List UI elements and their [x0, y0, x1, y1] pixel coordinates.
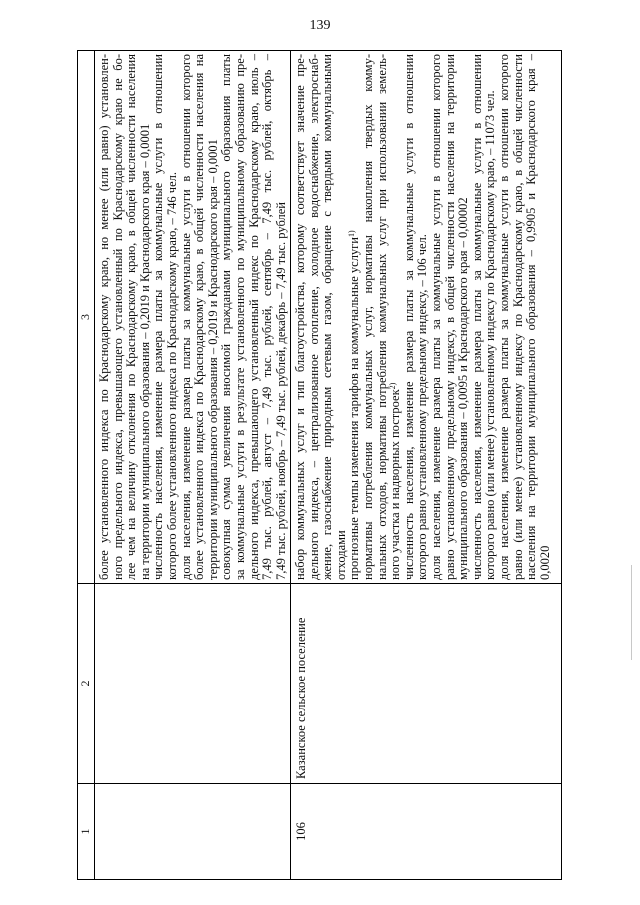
text-line: нальных отходов, нормативы потребления коммунальных услуг при использовании земель- — [374, 54, 389, 580]
text-line: более установленного индекса по Краснодарскому краю, в общей численности населения на — [192, 54, 207, 580]
text-line: за коммунальные услуги в результате установленного по муниципальному образованию пре- — [232, 54, 247, 580]
text-line: равно (или менее) установленному индексу по Краснодарскому краю, в общей численности — [510, 54, 525, 580]
text-line: доля населения, изменение размера платы за коммунальные услуги в отношении которого — [428, 54, 443, 580]
text-line: доля населения, изменение размера платы за коммунальные услуги в отношении которого — [178, 54, 193, 580]
settlement-cell — [291, 584, 561, 784]
scan-edge-mark — [631, 565, 632, 660]
settlement-name: Казанское сельское поселение — [294, 617, 308, 779]
text-line: равно установленному предельному индексу, в общей численности населения на территории — [442, 54, 457, 580]
text-line: дельного индекса, превышающего установленный индекс по Краснодарскому краю, июль – — [246, 54, 261, 580]
text-line: территории муниципального образования – 0,2019 и Краснодарского края – 0,0001 — [205, 139, 220, 580]
text-line-content: прогнозные темпы изменения тарифов на коммунальные услуги — [347, 237, 362, 580]
text-line: 7,49 тыс. рублей, август – 7,49 тыс. рублей, сентябрь – 7,49 тыс. рублей, октябрь – — [260, 54, 275, 580]
text-line: численность населения, изменение размера платы за коммунальные услуги в отношении — [469, 54, 484, 580]
header-cell-2: 2 — [78, 584, 94, 784]
text-line: которого равно (или менее) установленному индексу по Краснодарскому краю, – 11073 чел. — [483, 90, 498, 580]
text-line: населения на территории муниципального образования – 0,9905 и Краснодарского края – — [524, 54, 539, 580]
header-cell-3: 3 — [78, 51, 94, 584]
text-line: численность населения, изменение размера платы за коммунальные услуги в отношении — [151, 54, 166, 580]
text-line: на территории муниципального образования – 0,2019 и Краснодарского края – 0,0001 — [137, 123, 152, 580]
row-number-cell — [95, 784, 290, 879]
text-line-content: ного участка и надворных построек — [388, 389, 403, 580]
text-line: отходами — [333, 530, 348, 580]
text-line: которого более установленного индекса по Краснодарскому краю, – 746 чел. — [164, 171, 179, 580]
text-line: лее чем на величину отклонения по Краснодарскому краю, в общей численности населения — [124, 54, 139, 580]
header-cell-1: 1 — [78, 828, 92, 835]
rotated-table — [77, 50, 562, 880]
footnote-marker: 2) — [388, 382, 398, 390]
text-line: нормативы потребления коммунальных услуг, нормативы накопления твердых комму- — [360, 54, 375, 580]
text-line: жение, газоснабжение природным сетевым газом, обращение с твердыми коммунальными — [320, 54, 335, 580]
description-cell — [291, 51, 561, 584]
settlement-cell — [95, 584, 290, 784]
header-row — [78, 51, 94, 879]
text-line: муниципального образования – 0,0095 и Краснодарского края – 0,00002 — [456, 197, 471, 580]
table-row — [290, 51, 561, 879]
text-line: ного предельного индекса, превышающего установленный по Краснодарскому краю не бо- — [110, 54, 125, 580]
description-cell — [95, 51, 290, 584]
text-line: 0,0020 — [537, 545, 552, 580]
text-line — [389, 54, 403, 580]
text-line: более установленного индекса по Краснодарскому краю, но менее (или равно) установлен- — [97, 54, 111, 580]
text-line — [348, 54, 362, 580]
text-line: доля населения, изменение размера платы за коммунальные услуги в отношении которого — [496, 54, 511, 580]
text-line: совокупная сумма увеличения вносимой гражданами муниципального образования платы — [219, 54, 234, 580]
text-line: численность населения, изменение размера платы за коммунальные услуги в отношении — [401, 54, 416, 580]
row-number-cell — [291, 784, 561, 879]
page-number: 139 — [309, 18, 331, 33]
text-line: 7,49 тыс. рублей, ноябрь – 7,49 тыс. рублей, декабрь – 7,49 тыс. рублей — [273, 202, 288, 580]
text-line: дельного индекса, – централизованное отопление, холодное водоснабжение, электроснаб- — [306, 54, 321, 580]
table-row — [94, 51, 290, 879]
row-number: 106 — [294, 822, 308, 841]
text-line: которого равно установленному предельному индексу, – 106 чел. — [415, 234, 430, 580]
text-line: набор коммунальных услуг и тип благоустройства, которому соответствует значение пре- — [293, 54, 307, 580]
footnote-marker: 1) — [347, 230, 357, 237]
